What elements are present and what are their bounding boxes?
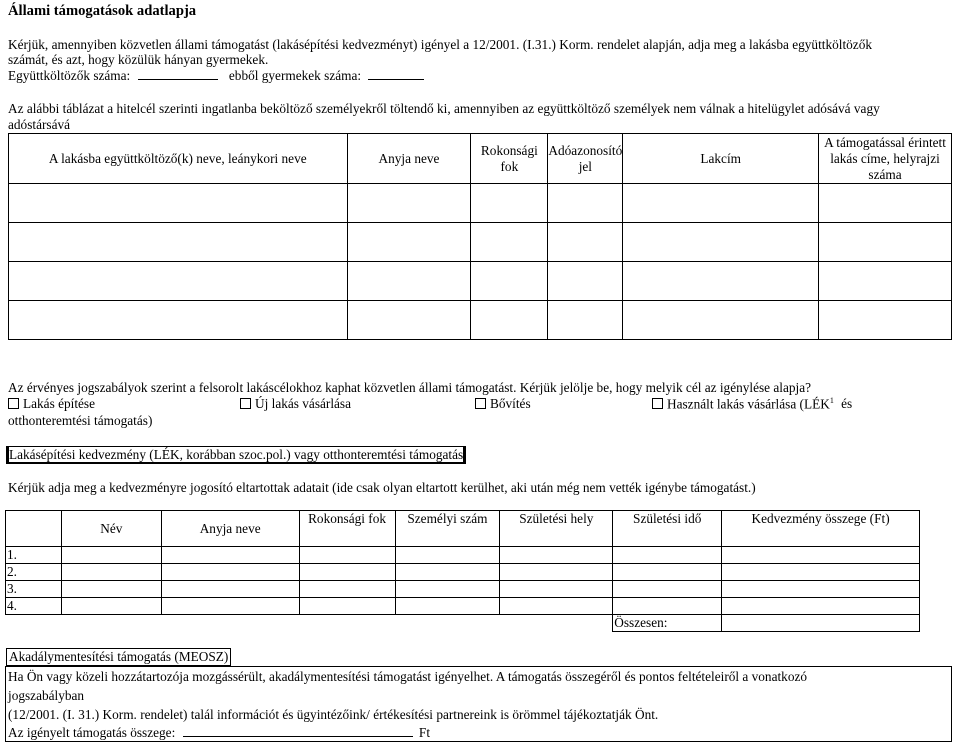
- checkbox-icon[interactable]: [475, 398, 486, 409]
- table-row: 1.: [6, 547, 920, 564]
- lek-section-header: Lakásépítési kedvezmény (LÉK, korábban szoc.pol.) vagy otthonteremtési támogatás: [6, 446, 466, 464]
- total-amount-field[interactable]: [722, 615, 920, 632]
- table-row: [9, 223, 952, 262]
- header-address: Lakcím: [623, 134, 819, 184]
- checkbox-icon[interactable]: [240, 398, 251, 409]
- table-row: [9, 301, 952, 340]
- table-intro-line1: Az alábbi táblázat a hitelcél szerinti ingatlanba beköltöző személyekről töltendő ki, amennyiben az együttköltöző személyek nem válnak a hitelügylet adósává vagy: [8, 101, 880, 116]
- header-birthdate: Születési idő: [613, 511, 722, 547]
- lek-instruction: Kérjük adja meg a kedvezményre jogosító eltartottak adatait (ide csak olyan eltartott kerülhet, aki után még nem vették igénybe támogatást.): [8, 480, 756, 495]
- purpose-option-new-purchase[interactable]: Új lakás vásárlása: [240, 396, 351, 412]
- header-birthplace: Születési hely: [500, 511, 613, 547]
- table-row: 3.: [6, 581, 920, 598]
- page-title: Állami támogatások adatlapja: [8, 3, 197, 19]
- table-row: 4.: [6, 598, 920, 615]
- checkbox-icon[interactable]: [8, 398, 19, 409]
- dependents-header-row: [6, 511, 920, 547]
- header-benefit-amount: Kedvezmény összege (Ft): [722, 511, 920, 547]
- cohabitant-count-row: [8, 67, 424, 84]
- purpose-option-extension[interactable]: Bővítés: [475, 396, 531, 412]
- purpose-option-used-purchase-cont: otthonteremtési támogatás): [8, 413, 153, 428]
- footnote-mark: 1: [829, 396, 834, 405]
- meosz-amount-label: Az igényelt támogatás összege:: [8, 725, 176, 740]
- checkbox-icon[interactable]: [652, 398, 663, 409]
- table-intro-line2: adóstársává: [8, 117, 71, 132]
- cohabitant-count-label: Együttköltözők száma:: [8, 68, 131, 83]
- table-row: [9, 262, 952, 301]
- purpose-option-build[interactable]: Lakás építése: [8, 396, 95, 412]
- header-name: Név: [61, 511, 161, 547]
- intro-text-line2: számát, és azt, hogy közülük hányan gyermekek.: [8, 52, 269, 67]
- children-count-label: ebből gyermekek száma:: [228, 68, 362, 83]
- header-relationship: Rokonsági fok: [471, 134, 548, 184]
- header-property-address: A támogatással érintett lakás címe, helyrajzi száma: [819, 134, 952, 184]
- meosz-text-line3: (12/2001. (I. 31.) Korm. rendelet) talál információt és ügyintézőink/ értékesítési partnereink is örömmel tájékoztatják Önt.: [8, 707, 659, 722]
- cohabitants-header-row: [9, 134, 952, 184]
- table-row: [9, 184, 952, 223]
- cohabitant-count-field[interactable]: [138, 67, 218, 80]
- header-mother-name: Anyja neve: [161, 511, 299, 547]
- dependents-table: [5, 510, 920, 632]
- header-cohabitant-name: A lakásba együttköltöző(k) neve, leánykori neve: [9, 134, 348, 184]
- header-personal-id: Személyi szám: [395, 511, 500, 547]
- header-relationship: Rokonsági fok: [299, 511, 395, 547]
- header-tax-id: Adóazonosító jel: [548, 134, 623, 184]
- purpose-question: Az érvényes jogszabályok szerint a felsorolt lakáscélokhoz kaphat közvetlen állami támogatást. Kérjük jelölje be, hogy melyik cél az igénylése alapja?: [8, 380, 812, 395]
- intro-text-line1: Kérjük, amennyiben közvetlen állami támogatást (lakásépítési kedvezményt) igényel a 12/2001. (I.31.) Korm. rendelet alapján, adja meg a lakásba együttköltözők: [8, 37, 872, 52]
- cohabitants-table: [8, 133, 952, 340]
- meosz-currency: Ft: [418, 725, 431, 740]
- purpose-option-used-purchase[interactable]: Használt lakás vásárlása (LÉK$^1$ és: [652, 396, 852, 412]
- meosz-section-header: Akadálymentesítési támogatás (MEOSZ): [6, 648, 231, 666]
- header-mother-name: Anyja neve: [347, 134, 471, 184]
- meosz-text-line2: jogszabályban: [8, 688, 85, 703]
- children-count-field[interactable]: [368, 67, 424, 80]
- total-row: [6, 615, 920, 632]
- meosz-text-line1: Ha Ön vagy közeli hozzátartozója mozgássérült, akadálymentesítési támogatást igényelhet. A támogatás összegéről és pontos feltételeiről a vonatkozó: [8, 669, 808, 684]
- meosz-amount-field[interactable]: [183, 724, 413, 737]
- table-row: 2.: [6, 564, 920, 581]
- meosz-amount-row: [8, 724, 430, 741]
- total-label: Összesen:: [613, 615, 722, 632]
